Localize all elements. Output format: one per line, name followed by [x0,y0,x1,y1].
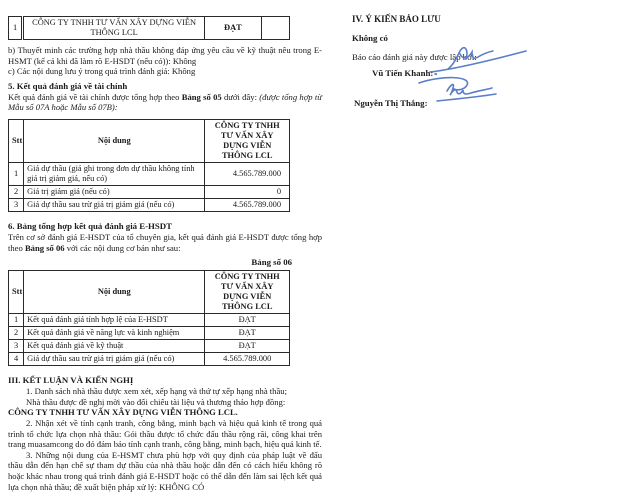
section-iii-conclusions [8,375,322,492]
row-index: 2 [9,185,24,198]
header-company: CÔNG TY TNHH TƯ VẤN XÂY DỰNG VIỄN THÔNG LCL [205,119,290,162]
notes-block [8,45,322,77]
row-value: 4.565.789.000 [205,198,290,211]
intro-text: dưới đây: [221,91,260,102]
section-5-intro [8,92,322,113]
prepared-by-label: Báo cáo đánh giá này được lập bởi: [352,52,477,62]
table-row [9,162,290,185]
row-value: ĐẠT [205,327,290,340]
right-column [350,0,634,446]
section-5-heading: 5. Kết quả đánh giá về tài chính [8,80,128,91]
table-05-financial-results [8,119,290,212]
header-company: CÔNG TY TNHH TƯ VẤN XÂY DỰNG VIỄN THÔNG LCL [205,271,290,314]
intro-note-italic: (được tổng hợp từ Mẫu số 07A hoặc Mẫu số 07B): [8,91,322,113]
signature-nguyen-thi-thang-ink [416,74,520,108]
table-06-label: Bảng số 06 [251,257,292,268]
table-row [9,185,290,198]
row-value: 0 [205,185,290,198]
recommended-contractor: CÔNG TY TNHH TƯ VẤN XÂY DỰNG VIỄN THÔNG LCL. [8,407,238,418]
row-value: 4.565.789.000 [205,353,290,366]
row-value: ĐẠT [205,314,290,327]
left-column [8,0,322,492]
table-header-row [9,271,290,314]
section-iv-heading: IV. Ý KIẾN BẢO LƯU [352,14,441,24]
row-content: Giá dự thầu sau trừ giá trị giảm giá (nếu có) [24,353,205,366]
table-06-ref: Bảng số 06 [24,242,65,253]
header-content: Nội dung [24,119,205,162]
signer-2-name: Nguyễn Thị Thắng: [354,98,428,108]
row-index: 1 [9,17,23,40]
table-row [9,198,290,211]
intro-text: Kết quả đánh giá về tài chính được tổng hợp theo [8,91,182,102]
header-stt: Stt [9,271,24,314]
paragraph-1-line-1: 1. Danh sách nhà thầu được xem xét, xếp hạng và thứ tự xếp hạng nhà thầu; [26,386,287,397]
row-content: Kết quả đánh giá tính hợp lệ của E-HSDT [24,314,205,327]
note-c: c) Các nội dung lưu ý trong quá trình đánh giá: Không [8,66,196,77]
row-index: 1 [9,162,24,185]
row-content: Giá dự thầu (giá ghi trong đơn dự thầu không tính giá trị giảm giá, nếu có) [24,162,205,185]
row-index: 1 [9,314,24,327]
paragraph-2: 2. Nhận xét về tính cạnh tranh, công bằng, minh bạch và hiệu quả kinh tế trong quá trình tổ chức lựa chọn nhà thầu: Gói thầu được tổ chức đấu thầu rộng rãi, công khai trên trang muasamcong do đó đảm bảo tính cạnh tranh, công bằng, minh bạch, hiệu quả kinh tế. [8,417,322,450]
row-value: ĐẠT [205,340,290,353]
table-header-row [9,119,290,162]
empty-cell [261,17,289,40]
header-content: Nội dung [24,271,205,314]
row-index: 3 [9,198,24,211]
section-6-intro [8,232,322,253]
row-index: 2 [9,327,24,340]
contractor-result-table-fragment [8,16,290,40]
paragraph-3: 3. Những nội dung của E-HSMT chưa phù hợp với quy định của pháp luật về đấu thầu dẫn đến hạn chế sự tham dự thầu của nhà thầu hoặc dẫn đến có cách hiểu không rõ hoặc khác nhau trong quá trình đánh giá E-HSDT hoặc có thể dẫn đến làm sai lệch kết quả lựa chọn nhà thầu; đề xuất biện pháp xử lý: KHÔNG CÓ [8,449,322,492]
paragraph-1-line-2: Nhà thầu được đề nghị mời vào đối chiếu tài liệu và thương thảo hợp đồng: [26,396,286,407]
table-06-summary-results [8,270,290,366]
note-b: b) Thuyết minh các trường hợp nhà thầu không đáp ứng yêu cầu về kỹ thuật nêu trong E-HSMT (kể cả khi đã làm rõ E-HSDT (nếu có)): Không [8,45,322,66]
intro-text: Trên cơ sở đánh giá E-HSDT của tổ chuyên gia, kết quả đánh giá E-HSDT được tổng hợp theo [8,231,322,253]
intro-text: với các nội dung cơ bản như sau: [64,242,181,253]
row-index: 3 [9,340,24,353]
row-value: 4.565.789.000 [205,162,290,185]
section-iii-heading: III. KẾT LUẬN VÀ KIẾN NGHỊ [8,375,134,386]
row-content: Kết quả đánh giá về năng lực và kinh nghiệm [24,327,205,340]
table-row [9,327,290,340]
signature-vu-tien-khanh-ink [426,42,534,78]
row-content: Giá dự thầu sau trừ giá trị giảm giá (nếu có) [24,198,205,211]
table-row [9,340,290,353]
table-05-ref: Bảng số 05 [181,91,222,102]
header-stt: Stt [9,119,24,162]
result-value: ĐẠT [205,17,262,40]
row-content: Kết quả đánh giá về kỹ thuật [24,340,205,353]
row-index: 4 [9,353,24,366]
table-row [9,353,290,366]
contractor-name: CÔNG TY TNHH TƯ VẤN XÂY DỰNG VIỄN THÔNG LCL [23,17,205,40]
table-row [9,17,290,40]
signer-1-name: Vũ Tiến Khanh: [372,68,434,78]
section-iv-body: Không có [352,33,388,43]
table-row [9,314,290,327]
row-content: Giá trị giảm giá (nếu có) [24,185,205,198]
section-6-heading: 6. Bảng tổng hợp kết quả đánh giá E-HSDT [8,220,173,231]
